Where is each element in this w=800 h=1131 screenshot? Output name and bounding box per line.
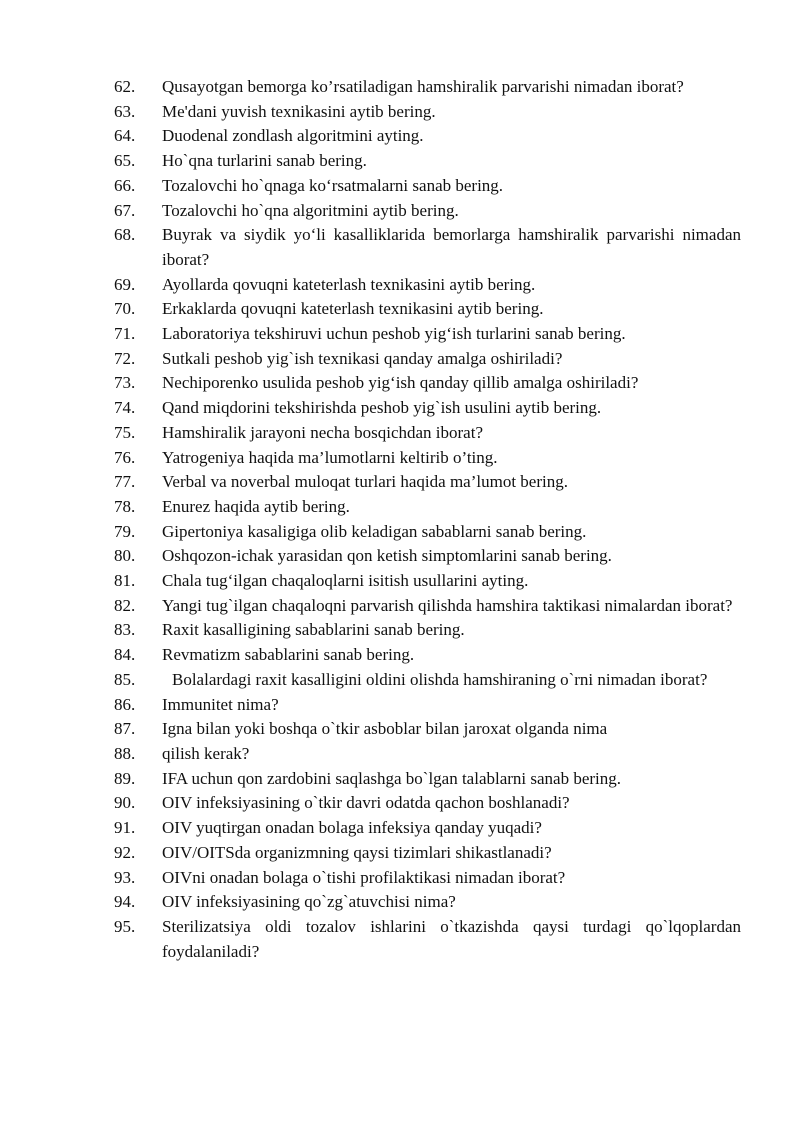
question-number: 85. bbox=[114, 669, 136, 689]
question-item bbox=[0, 396, 800, 421]
question-item bbox=[0, 495, 800, 520]
question-number: 87. bbox=[114, 719, 136, 739]
question-list bbox=[0, 75, 800, 964]
question-item bbox=[0, 273, 800, 298]
question-text: Qand miqdorini tekshirishda peshob yig`ish usulini aytib bering. bbox=[162, 398, 602, 418]
question-number: 92. bbox=[114, 842, 136, 862]
question-number: 76. bbox=[114, 447, 136, 467]
question-item bbox=[0, 717, 800, 742]
question-number: 86. bbox=[114, 694, 136, 714]
question-number: 66. bbox=[114, 175, 136, 195]
question-text: Immunitet nima? bbox=[162, 694, 279, 714]
question-number: 95. bbox=[114, 916, 136, 936]
question-number: 63. bbox=[114, 101, 136, 121]
question-item bbox=[0, 347, 800, 372]
question-item bbox=[0, 124, 800, 149]
question-text: Sterilizatsiya oldi tozalov ishlarini o`tkazishda qaysi turdagi qo`lqoplardan foydalaniladi? bbox=[162, 916, 741, 961]
question-number: 69. bbox=[114, 274, 136, 294]
question-item bbox=[0, 742, 800, 767]
question-number: 84. bbox=[114, 645, 136, 665]
question-number: 75. bbox=[114, 422, 136, 442]
question-number: 91. bbox=[114, 818, 136, 838]
question-number: 72. bbox=[114, 348, 136, 368]
question-text: Me'dani yuvish texnikasini aytib bering. bbox=[162, 101, 436, 121]
question-text: Bolalardagi raxit kasalligini oldini olishda hamshiraning o`rni nimadan iborat? bbox=[172, 669, 708, 689]
question-item bbox=[0, 322, 800, 347]
question-text: OIV yuqtirgan onadan bolaga infeksiya qanday yuqadi? bbox=[162, 818, 542, 838]
question-text: OIV infeksiyasining qo`zg`atuvchisi nima? bbox=[162, 892, 456, 912]
question-item bbox=[0, 520, 800, 545]
question-number: 93. bbox=[114, 867, 136, 887]
question-item bbox=[0, 767, 800, 792]
question-number: 65. bbox=[114, 151, 136, 171]
question-text: Laboratoriya tekshiruvi uchun peshob yig‘ish turlarini sanab bering. bbox=[162, 324, 626, 344]
question-number: 68. bbox=[114, 225, 136, 245]
question-text: Ayollarda qovuqni kateterlash texnikasini aytib bering. bbox=[162, 274, 536, 294]
question-text: Duodenal zondlash algoritmini ayting. bbox=[162, 126, 424, 146]
question-text: Erkaklarda qovuqni kateterlash texnikasini aytib bering. bbox=[162, 299, 544, 319]
question-number: 79. bbox=[114, 521, 136, 541]
question-text: Tozalovchi ho`qna algoritmini aytib bering. bbox=[162, 200, 459, 220]
question-text: Gipertoniya kasaligiga olib keladigan sabablarni sanab bering. bbox=[162, 521, 587, 541]
question-number: 71. bbox=[114, 324, 136, 344]
question-number: 77. bbox=[114, 472, 136, 492]
question-number: 78. bbox=[114, 496, 136, 516]
question-item bbox=[0, 199, 800, 224]
question-number: 62. bbox=[114, 77, 136, 96]
question-text: qilish kerak? bbox=[162, 743, 250, 763]
question-item bbox=[0, 791, 800, 816]
question-item bbox=[0, 421, 800, 446]
question-text: Hamshiralik jarayoni necha bosqichdan iborat? bbox=[162, 422, 483, 442]
question-item bbox=[0, 544, 800, 569]
question-number: 94. bbox=[114, 892, 136, 912]
question-item bbox=[0, 371, 800, 396]
question-text: Oshqozon-ichak yarasidan qon ketish simptomlarini sanab bering. bbox=[162, 546, 612, 566]
question-item bbox=[0, 594, 800, 619]
question-text: Yangi tug`ilgan chaqaloqni parvarish qilishda hamshira taktikasi nimalardan iborat? bbox=[162, 595, 733, 615]
question-item bbox=[0, 149, 800, 174]
question-text: Enurez haqida aytib bering. bbox=[162, 496, 350, 516]
question-number: 74. bbox=[114, 398, 136, 418]
question-number: 64. bbox=[114, 126, 136, 146]
question-text: Yatrogeniya haqida ma’lumotlarni keltirib o’ting. bbox=[162, 447, 498, 467]
question-number: 70. bbox=[114, 299, 136, 319]
question-item bbox=[0, 841, 800, 866]
question-number: 80. bbox=[114, 546, 136, 566]
question-number: 81. bbox=[114, 571, 136, 591]
question-item bbox=[0, 618, 800, 643]
question-item bbox=[0, 668, 800, 693]
question-item bbox=[0, 297, 800, 322]
question-item bbox=[0, 569, 800, 594]
question-number: 73. bbox=[114, 373, 136, 393]
question-item bbox=[0, 174, 800, 199]
question-text: IFA uchun qon zardobini saqlashga bo`lgan talablarni sanab bering. bbox=[162, 768, 622, 788]
question-text: Ho`qna turlarini sanab bering. bbox=[162, 151, 367, 171]
question-item bbox=[0, 470, 800, 495]
question-text: OIVni onadan bolaga o`tishi profilaktikasi nimadan iborat? bbox=[162, 867, 566, 887]
question-text: Sutkali peshob yig`ish texnikasi qanday amalga oshiriladi? bbox=[162, 348, 563, 368]
question-item bbox=[0, 643, 800, 668]
question-text: OIV infeksiyasining o`tkir davri odatda qachon boshlanadi? bbox=[162, 793, 570, 813]
question-text: Qusayotgan bemorga ko’rsatiladigan hamshiralik parvarishi nimadan iborat? bbox=[162, 77, 684, 96]
question-item bbox=[0, 693, 800, 718]
question-text: OIV/OITSda organizmning qaysi tizimlari shikastlanadi? bbox=[162, 842, 552, 862]
question-number: 89. bbox=[114, 768, 136, 788]
question-number: 67. bbox=[114, 200, 136, 220]
question-text: Raxit kasalligining sabablarini sanab bering. bbox=[162, 620, 465, 640]
question-item bbox=[0, 866, 800, 891]
question-text: Tozalovchi ho`qnaga ko‘rsatmalarni sanab bering. bbox=[162, 175, 504, 195]
question-number: 83. bbox=[114, 620, 136, 640]
question-text: Igna bilan yoki boshqa o`tkir asboblar bilan jaroxat olganda nima bbox=[162, 719, 608, 739]
question-text: Nechiporenko usulida peshob yig‘ish qanday qillib amalga oshiriladi? bbox=[162, 373, 639, 393]
question-number: 88. bbox=[114, 743, 136, 763]
question-item bbox=[0, 223, 800, 272]
question-number: 82. bbox=[114, 595, 136, 615]
question-item bbox=[0, 100, 800, 125]
question-item bbox=[0, 915, 800, 964]
question-item bbox=[0, 75, 800, 100]
question-text: Buyrak va siydik yo‘li kasalliklarida bemorlarga hamshiralik parvarishi nimadan iborat? bbox=[162, 225, 741, 269]
question-item bbox=[0, 890, 800, 915]
question-text: Chala tug‘ilgan chaqaloqlarni isitish usullarini ayting. bbox=[162, 571, 529, 591]
question-number: 90. bbox=[114, 793, 136, 813]
question-text: Revmatizm sabablarini sanab bering. bbox=[162, 645, 415, 665]
question-item bbox=[0, 446, 800, 471]
question-text: Verbal va noverbal muloqat turlari haqida ma’lumot bering. bbox=[162, 472, 568, 492]
question-item bbox=[0, 816, 800, 841]
